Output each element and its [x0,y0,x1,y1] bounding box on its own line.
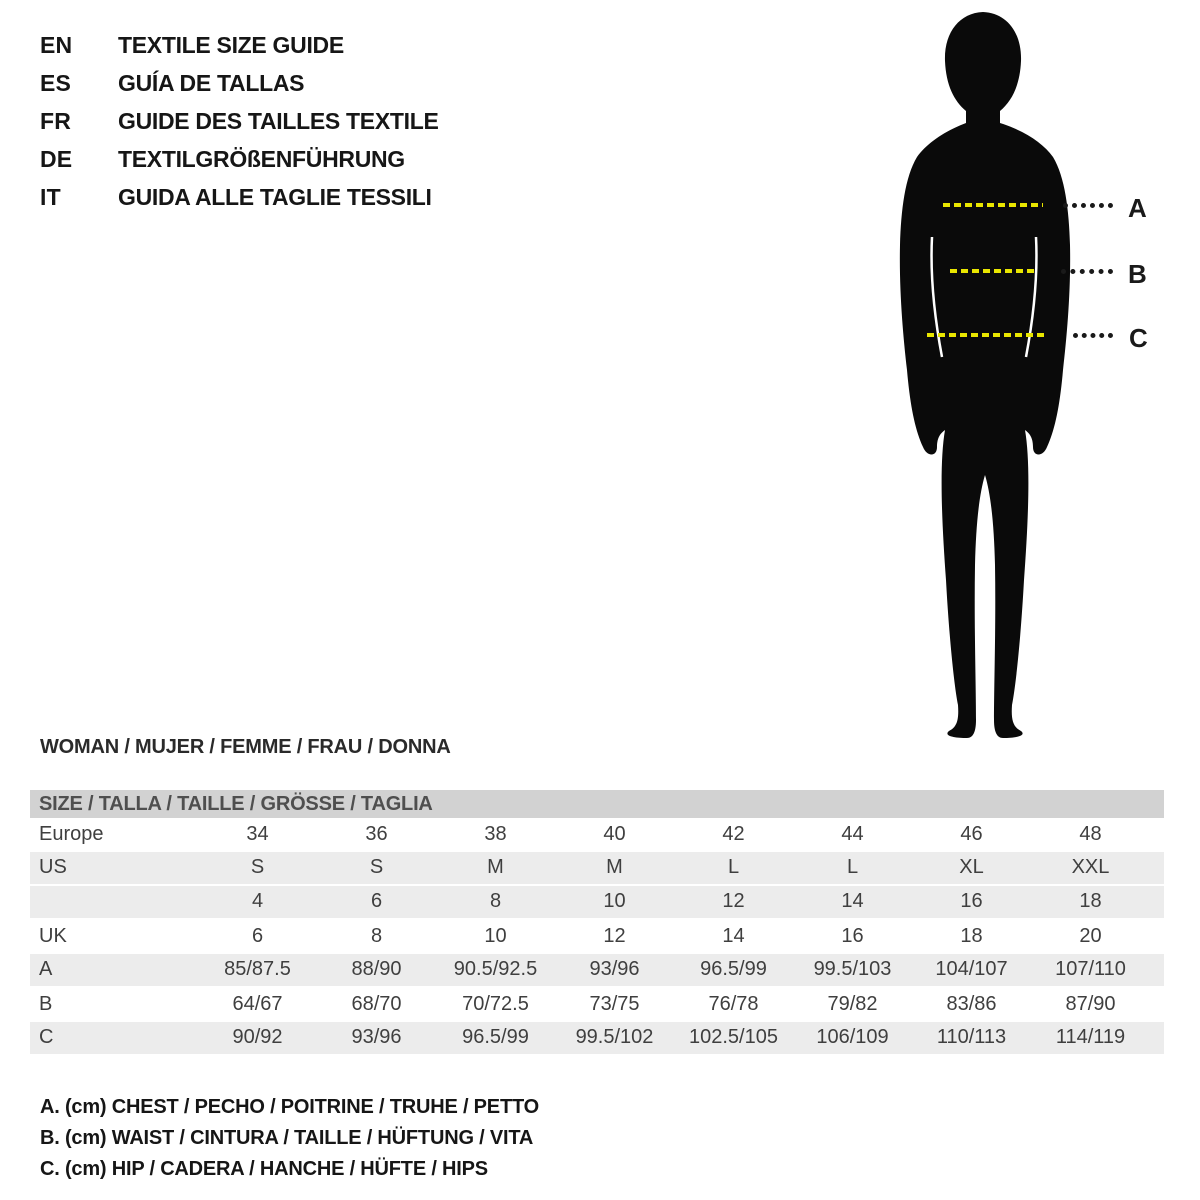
language-code: ES [40,70,72,96]
size-guide-figure [875,5,1185,750]
table-cell: 96.5/99 [462,1026,529,1048]
table-cell: 18 [960,925,983,947]
table-cell: 99.5/102 [575,1026,654,1048]
table-cell: 44 [841,823,864,845]
table-cell: 8 [370,925,383,947]
size-table-header: SIZE / TALLA / TAILLE / GRÖSSE / TAGLIA [30,790,1164,818]
table-row [30,818,1164,852]
table-cell: 110/113 [936,1026,1007,1048]
legend-line: C. (cm) HIP / CADERA / HANCHE / HÜFTE / HIPS [40,1158,488,1180]
language-list [40,32,439,222]
table-cell: 10 [484,925,507,947]
table-cell: 46 [960,823,983,845]
table-row-label: US [39,856,67,878]
hip-connector-line [1073,333,1113,338]
table-cell: S [369,856,384,878]
table-cell: XXL [1071,856,1110,878]
language-title: TEXTILE SIZE GUIDE [118,32,344,58]
table-cell: 12 [722,890,745,912]
table-cell: 88/90 [351,958,402,980]
chest-measure-line [943,203,1043,207]
table-cell: 93/96 [351,1026,402,1048]
table-cell: 70/72.5 [462,993,529,1015]
language-title: TEXTILGRÖßENFÜHRUNG [118,146,405,172]
woman-silhouette-icon [875,5,1095,740]
table-row-label: A [39,958,53,980]
language-row [40,108,439,135]
table-cell: 42 [722,823,745,845]
marker-label-b: B [1128,259,1147,289]
waist-connector-line [1061,269,1113,274]
table-cell: M [487,856,504,878]
table-cell: 107/110 [1055,958,1126,980]
language-code: DE [40,146,73,172]
table-cell: 18 [1079,890,1102,912]
table-cell: L [846,856,859,878]
table-cell: 102.5/105 [689,1026,778,1048]
table-cell: 104/107 [935,958,1008,980]
table-cell: 76/78 [708,993,759,1015]
table-cell: 68/70 [351,993,402,1015]
table-row-label: Europe [39,823,104,845]
table-cell: 83/86 [946,993,997,1015]
legend [40,1092,539,1185]
chest-connector-line [1063,203,1113,208]
marker-label-a: A [1128,193,1147,223]
table-cell: 16 [841,925,864,947]
table-row [30,954,1164,988]
table-row-label [30,886,198,918]
table-cell: 38 [484,823,507,845]
table-cell: 90/92 [232,1026,283,1048]
size-table [30,790,1164,1056]
table-cell: 8 [489,890,502,912]
table-cell: L [727,856,740,878]
table-cell: 90.5/92.5 [453,958,538,980]
table-cell: 40 [603,823,626,845]
language-title: GUÍA DE TALLAS [118,70,305,96]
language-row [40,184,439,211]
table-cell: 36 [365,823,388,845]
table-cell: M [606,856,623,878]
language-code: IT [40,184,61,210]
table-cell: 14 [841,890,864,912]
table-cell: 85/87.5 [224,958,291,980]
language-code: EN [40,32,73,58]
table-cell: 6 [370,890,383,912]
table-cell: 34 [246,823,269,845]
table-row-label: UK [39,925,67,947]
marker-label-c: C [1129,323,1148,353]
table-cell: 10 [603,890,626,912]
table-cell: 114/119 [1055,1026,1126,1048]
table-cell: XL [959,856,984,878]
table-cell: 48 [1079,823,1102,845]
legend-line: B. (cm) WAIST / CINTURA / TAILLE / HÜFTUNG / VITA [40,1127,534,1149]
table-cell: 6 [251,925,264,947]
table-cell: 93/96 [589,958,640,980]
table-row [30,920,1164,954]
table-cell: 20 [1079,925,1102,947]
language-title: GUIDE DES TAILLES TEXTILE [118,108,439,134]
table-cell: 79/82 [827,993,878,1015]
table-cell: 73/75 [589,993,640,1015]
table-row-label: C [39,1026,54,1048]
table-cell: 64/67 [232,993,283,1015]
legend-line: A. (cm) CHEST / PECHO / POITRINE / TRUHE / PETTO [40,1096,539,1118]
table-cell: 12 [603,925,626,947]
table-cell: 99.5/103 [813,958,892,980]
table-cell: 106/109 [816,1026,889,1048]
table-cell: 87/90 [1065,993,1116,1015]
language-row [40,146,439,173]
size-table-body [30,818,1164,1056]
table-cell: 14 [722,925,745,947]
language-code: FR [40,108,72,134]
hip-measure-line [927,333,1047,337]
table-cell: 4 [251,890,264,912]
section-title: WOMAN / MUJER / FEMME / FRAU / DONNA [40,736,451,758]
waist-measure-line [950,269,1036,273]
table-row-label: B [39,993,53,1015]
table-row [30,886,1164,920]
table-cell: S [250,856,265,878]
table-cell: 16 [960,890,983,912]
language-row [40,70,439,97]
language-row [40,32,439,59]
table-row [30,988,1164,1022]
language-title: GUIDA ALLE TAGLIE TESSILI [118,184,432,210]
table-row [30,1022,1164,1056]
table-row [30,852,1164,886]
table-cell: 96.5/99 [700,958,767,980]
